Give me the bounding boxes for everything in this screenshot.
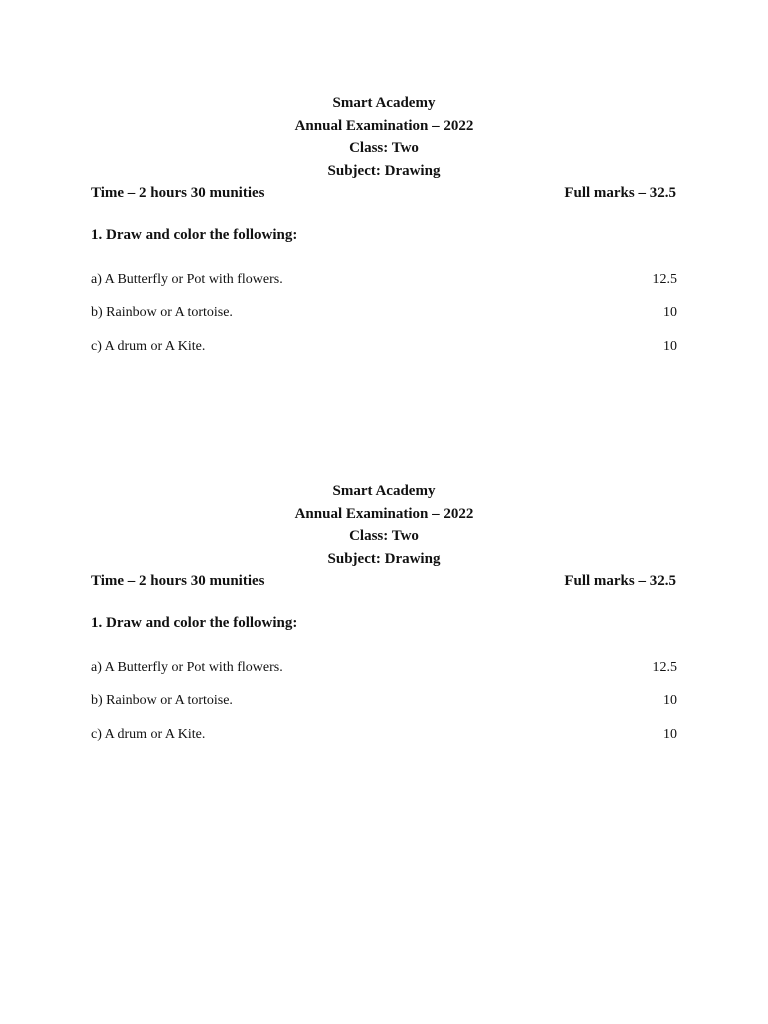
class-line: Class: Two: [349, 140, 419, 156]
time-allowed: Time – 2 hours 30 munities: [91, 573, 265, 589]
item-marks: 12.5: [652, 272, 677, 287]
subject-line: Subject: Drawing: [327, 162, 441, 179]
question-item: [91, 659, 677, 677]
item-text: b) Rainbow or A tortoise.: [91, 693, 233, 708]
school-name: Smart Academy: [332, 95, 436, 111]
question-item: [91, 692, 677, 710]
item-text: a) A Butterfly or Pot with flowers.: [91, 272, 283, 287]
full-marks: Full marks – 32.5: [564, 573, 676, 589]
question-heading: 1. Draw and color the following:: [91, 227, 298, 243]
question-item: [91, 271, 677, 289]
item-text: a) A Butterfly or Pot with flowers.: [91, 660, 283, 675]
question-item: [91, 726, 677, 744]
item-text: c) A drum or A Kite.: [91, 727, 206, 742]
item-marks: 12.5: [652, 660, 677, 675]
exam-paper-1: [0, 92, 768, 354]
exam-paper-2: [0, 480, 768, 742]
item-marks: 10: [663, 305, 677, 320]
item-text: b) Rainbow or A tortoise.: [91, 305, 233, 320]
time-allowed: Time – 2 hours 30 munities: [91, 185, 265, 201]
question-heading: 1. Draw and color the following:: [91, 615, 298, 631]
item-marks: 10: [663, 727, 677, 742]
meta-row: [0, 182, 768, 206]
school-name: Smart Academy: [332, 483, 436, 499]
question-item: [91, 338, 677, 356]
question-item: [91, 304, 677, 322]
item-marks: 10: [663, 339, 677, 354]
meta-row: [0, 570, 768, 594]
subject-line: Subject: Drawing: [327, 550, 441, 567]
exam-title: Annual Examination – 2022: [294, 505, 474, 522]
item-marks: 10: [663, 693, 677, 708]
item-text: c) A drum or A Kite.: [91, 339, 206, 354]
full-marks: Full marks – 32.5: [564, 185, 676, 201]
class-line: Class: Two: [349, 528, 419, 544]
exam-title: Annual Examination – 2022: [294, 117, 474, 134]
